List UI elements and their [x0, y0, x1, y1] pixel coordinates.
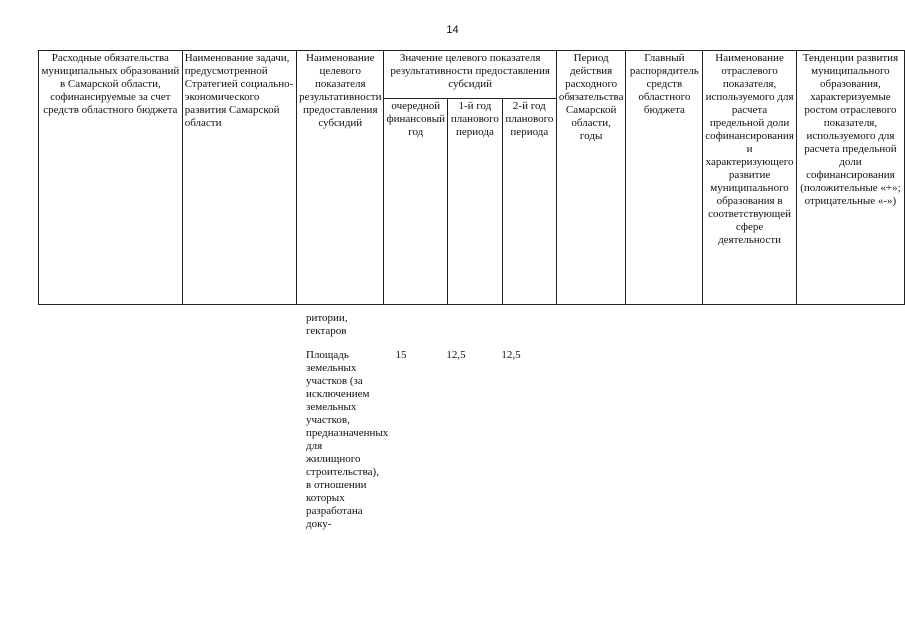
header-period: Период действия расходного обязательства Самарской области, годы [556, 51, 626, 305]
header-expense-obligations: Расходные обязательства муниципальных образований в Самарской области, софинансируемые за счет средств областного бюджета [39, 51, 183, 305]
header-indicator-name: Наименование целевого показателя результативности предоставления субсидий [297, 51, 384, 305]
header-development-trends: Тенденции развития муниципального образования, характеризуемые ростом отраслевого показателя, используемого для расчета предельной доли софинансирования (положительные «+»; отрицательные «-») [796, 51, 904, 305]
header-plan-year-1: 1-й год планового периода [448, 99, 503, 305]
header-sector-indicator: Наименование отраслевого показателя, используемого для расчета предельной доли софинансирования и характеризующего развитие муниципального образования в соответствующей сфере деятельности [703, 51, 797, 305]
header-task-name: Наименование задачи, предусмотренной Стратегией социально-экономического развития Самарской области [182, 51, 296, 305]
header-current-year: очередной финансовый год [384, 99, 448, 305]
page-number: 14 [446, 24, 459, 36]
value-plan-year-1: 12,5 [446, 349, 466, 361]
header-main-manager: Главный распорядитель средств областного бюджета [626, 51, 703, 305]
continuation-text: ритории, гектаров [306, 312, 348, 337]
value-plan-year-2: 12,5 [501, 349, 521, 361]
indicator-name-cell: Площадь земельных участков (за исключением земельных участков, предназначенных для жилищного строительства), в отношении которых разработана доку- [306, 349, 389, 530]
value-current-year: 15 [395, 349, 407, 361]
header-plan-year-2: 2-й год планового периода [502, 99, 556, 305]
header-table [38, 50, 905, 305]
header-indicator-values: Значение целевого показателя результативности предоставления субсидий [384, 51, 556, 99]
